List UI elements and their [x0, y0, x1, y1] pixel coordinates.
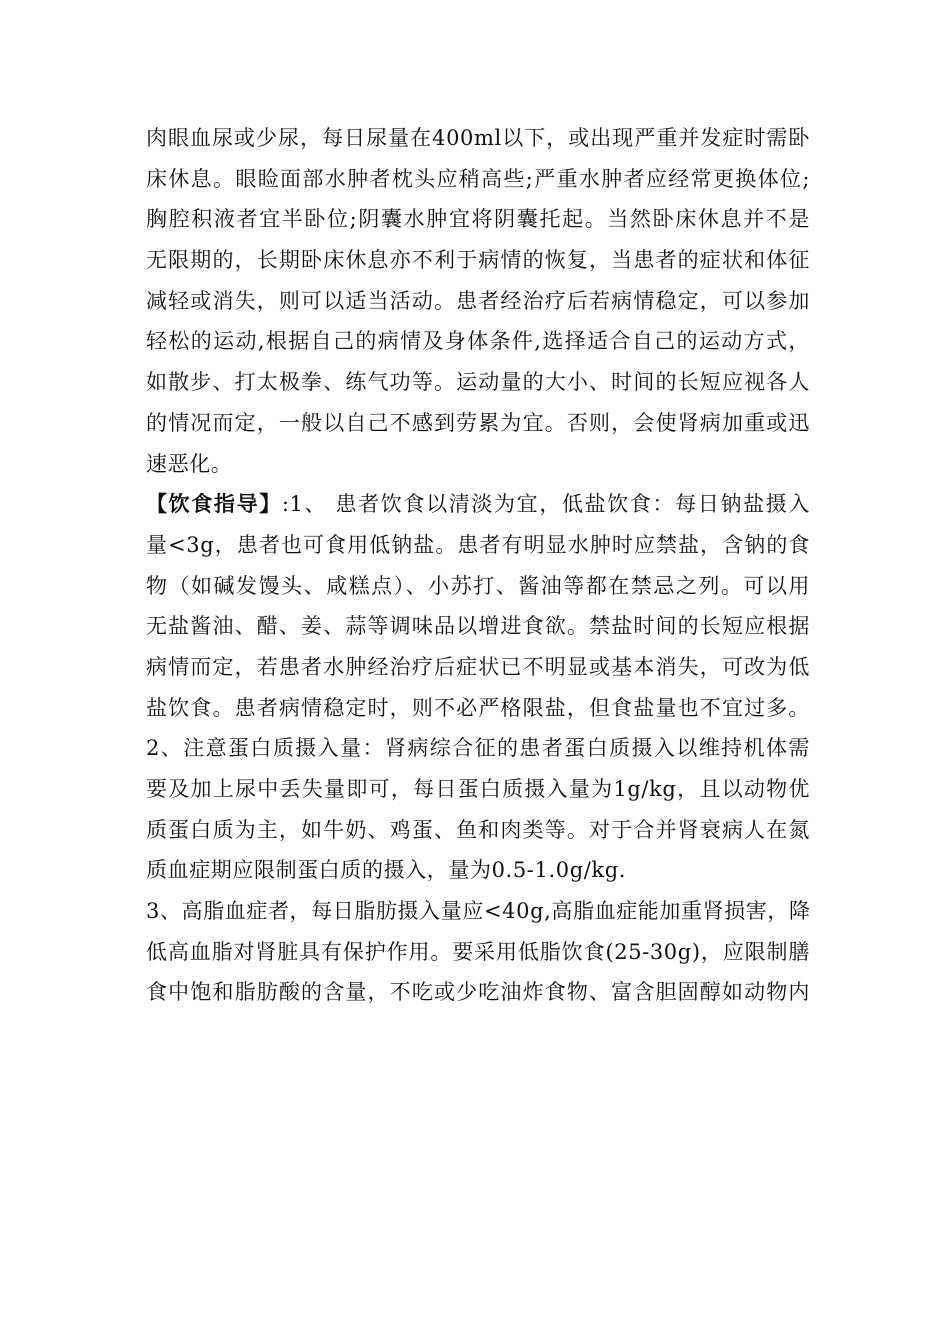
- text-line: 速恶化。: [146, 451, 233, 476]
- text-line: 盐饮食。患者病情稳定时，则不必严格限盐，但食盐量也不宜过多。: [146, 695, 810, 720]
- text-line: 3、高脂血症者，每日脂肪摄入量应<40g,高脂血症能加重肾损害，降: [146, 899, 811, 924]
- text-line: 质血症期应限制蛋白质的摄入，量为0.5-1.0g/kg.: [146, 858, 627, 883]
- text-line: 质蛋白质为主，如牛奶、鸡蛋、鱼和肉类等。对于合并肾衰病人在氮: [146, 817, 810, 842]
- text-line: 食中饱和脂肪酸的含量，不吃或少吃油炸食物、富含胆固醇如动物内: [146, 980, 810, 1005]
- paragraph-lipid-intake: [146, 891, 810, 1013]
- document-body: [146, 118, 810, 1013]
- text-line: 床休息。眼睑面部水肿者枕头应稍高些;严重水肿者应经常更换体位;: [146, 166, 810, 191]
- text-line: 量<3g，患者也可食用低钠盐。患者有明显水肿时应禁盐，含钠的食: [146, 532, 810, 557]
- paragraph-protein-intake: [146, 728, 810, 891]
- diet-item-1-start: :1、 患者饮食以清淡为宜，低盐饮食：每日钠盐摄入: [281, 492, 811, 517]
- paragraph-bed-rest: [146, 118, 810, 484]
- text-line: 肉眼血尿或少尿，每日尿量在400ml以下，或出现严重并发症时需卧: [146, 126, 810, 150]
- text-line: 的情况而定，一般以自己不感到劳累为宜。否则，会使肾病加重或迅: [146, 410, 810, 435]
- text-line: 胸腔积液者宜半卧位;阴囊水肿宜将阴囊托起。当然卧床休息并不是: [146, 207, 810, 232]
- section-heading-diet: 【饮食指导】: [146, 491, 282, 517]
- text-line: 轻松的运动,根据自己的病情及身体条件,选择适合自己的运动方式，: [146, 329, 810, 354]
- text-line: 病情而定，若患者水肿经治疗后症状已不明显或基本消失，可改为低: [146, 654, 810, 679]
- text-line: 要及加上尿中丢失量即可，每日蛋白质摄入量为1g/kg，且以动物优: [146, 777, 810, 801]
- text-line: 减轻或消失，则可以适当活动。患者经治疗后若病情稳定，可以参加: [146, 288, 810, 313]
- text-line: 如散步、打太极拳、练气功等。运动量的大小、时间的长短应视各人: [146, 370, 810, 395]
- text-line: [146, 484, 810, 525]
- text-line: 低高血脂对肾脏具有保护作用。要采用低脂饮食(25-30g)，应限制膳: [146, 939, 810, 964]
- text-line: 2、注意蛋白质摄入量：肾病综合征的患者蛋白质摄入以维持机体需: [146, 736, 810, 761]
- text-line: 无盐酱油、醋、姜、蒜等调味品以增进食欲。禁盐时间的长短应根据: [146, 614, 810, 639]
- text-line: 物（如碱发馒头、咸糕点）、小苏打、酱油等都在禁忌之列。可以用: [146, 573, 810, 598]
- paragraph-diet-guidance: [146, 484, 810, 728]
- text-line: 无限期的，长期卧床休息亦不利于病情的恢复，当患者的症状和体征: [146, 248, 810, 273]
